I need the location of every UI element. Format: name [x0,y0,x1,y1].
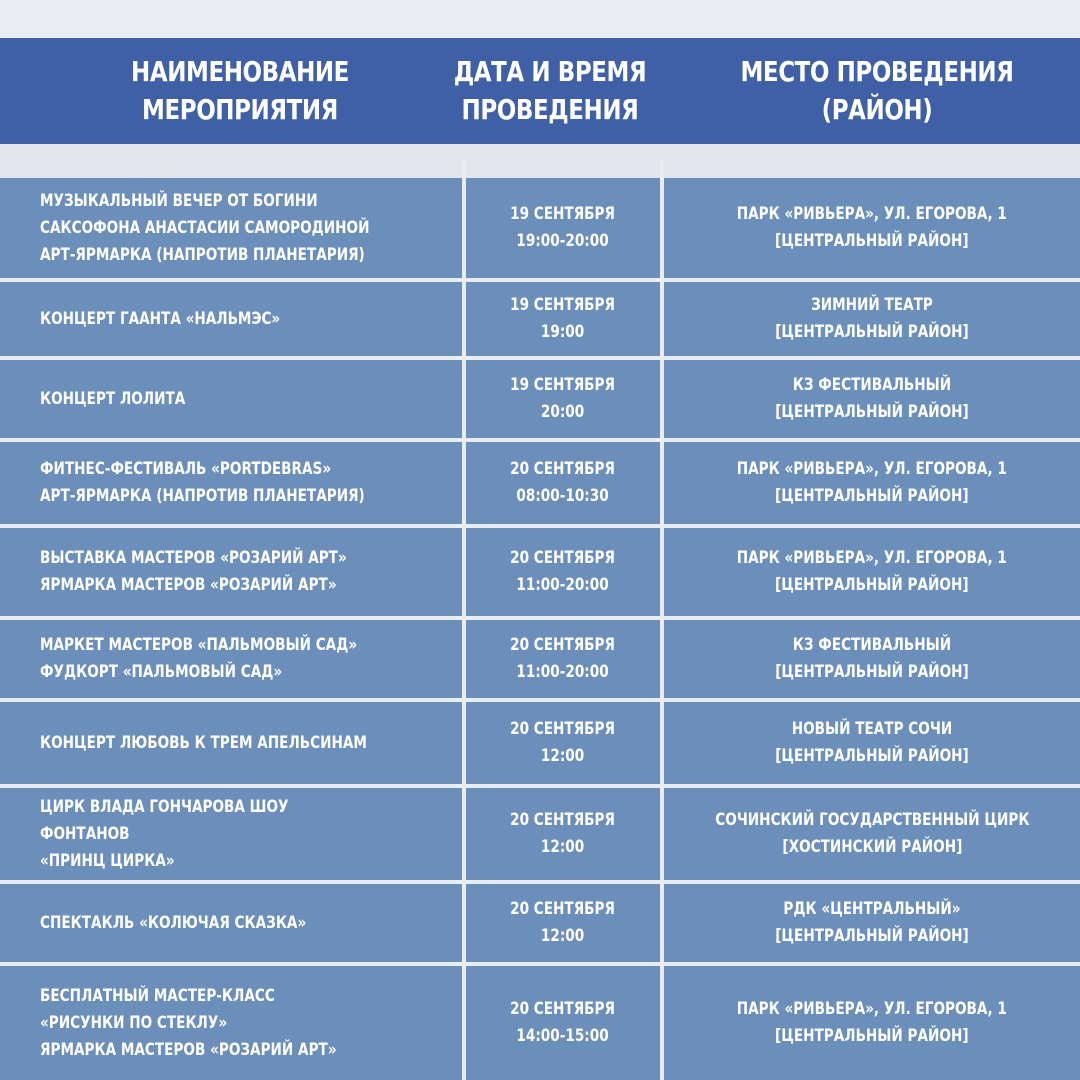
event-name: ВЫСТАВКА МАСТЕРОВ «РОЗАРИЙ АРТ» ЯРМАРКА МАСТЕРОВ «РОЗАРИЙ АРТ» [40,548,347,595]
header-event-name: НАИМЕНОВАНИЕ МЕРОПРИЯТИЯ [131,55,349,126]
event-name: БЕСПЛАТНЫЙ МАСТЕР-КЛАСС «РИСУНКИ ПО СТЕКЛУ» ЯРМАРКА МАСТЕРОВ «РОЗАРИЙ АРТ» [40,985,337,1060]
table-row [0,884,1080,962]
event-venue: ПАРК «РИВЬЕРА», УЛ. ЕГОРОВА, 1 [ЦЕНТРАЛЬНЫЙ РАЙОН] [736,999,1008,1046]
date-time-cell [466,178,660,278]
event-date-time: 20 СЕНТЯБРЯ 12:00 [510,899,616,946]
event-name-cell [40,178,460,278]
table-row [0,528,1080,616]
date-time-cell [466,282,660,356]
event-name: ФИТНЕС-ФЕСТИВАЛЬ «PORTDEBRAS» АРТ-ЯРМАРКА (НАПРОТИВ ПЛАНЕТАРИЯ) [40,459,365,506]
event-name-cell [40,884,460,962]
table-row [0,966,1080,1080]
header-venue: МЕСТО ПРОВЕДЕНИЯ (РАЙОН) [740,55,1014,126]
header-date-time: ДАТА И ВРЕМЯ ПРОВЕДЕНИЯ [453,55,647,126]
venue-cell [664,884,1080,962]
event-date-time: 20 СЕНТЯБРЯ 11:00-20:00 [510,635,616,682]
event-date-time: 19 СЕНТЯБРЯ 19:00-20:00 [510,204,616,251]
table-row [0,620,1080,698]
header-separator [0,144,1080,178]
event-date-time: 20 СЕНТЯБРЯ 12:00 [510,810,616,857]
event-date-time: 19 СЕНТЯБРЯ 19:00 [510,295,616,342]
event-name-cell [40,528,460,616]
event-date-time: 20 СЕНТЯБРЯ 14:00-15:00 [510,999,616,1046]
event-venue: РДК «ЦЕНТРАЛЬНЫЙ» [ЦЕНТРАЛЬНЫЙ РАЙОН] [775,899,969,946]
date-time-cell [466,884,660,962]
event-name-cell [40,360,460,438]
table-row [0,442,1080,524]
date-time-cell [466,702,660,784]
event-venue: НОВЫЙ ТЕАТР СОЧИ [ЦЕНТРАЛЬНЫЙ РАЙОН] [775,719,969,766]
event-name: КОНЦЕРТ ЛЮБОВЬ К ТРЕМ АПЕЛЬСИНАМ [40,732,367,753]
event-name: КОНЦЕРТ ГААНТА «НАЛЬМЭС» [40,308,281,329]
date-time-cell [466,360,660,438]
event-venue: КЗ ФЕСТИВАЛЬНЫЙ [ЦЕНТРАЛЬНЫЙ РАЙОН] [775,635,969,682]
event-venue: ПАРК «РИВЬЕРА», УЛ. ЕГОРОВА, 1 [ЦЕНТРАЛЬНЫЙ РАЙОН] [736,204,1008,251]
column-divider [660,160,664,1080]
venue-cell [664,282,1080,356]
date-time-cell [466,966,660,1080]
event-name: КОНЦЕРТ ЛОЛИТА [40,388,186,409]
table-row [0,282,1080,356]
event-name-cell [40,788,460,880]
event-name-cell [40,620,460,698]
event-venue: СОЧИНСКИЙ ГОСУДАРСТВЕННЫЙ ЦИРК [ХОСТИНСКИЙ РАЙОН] [714,810,1030,857]
table-row [0,702,1080,784]
event-venue: ПАРК «РИВЬЕРА», УЛ. ЕГОРОВА, 1 [ЦЕНТРАЛЬНЫЙ РАЙОН] [736,548,1008,595]
venue-cell [664,620,1080,698]
date-time-cell [466,788,660,880]
table-row [0,788,1080,880]
event-name: МАРКЕТ МАСТЕРОВ «ПАЛЬМОВЫЙ САД» ФУДКОРТ «ПАЛЬМОВЫЙ САД» [40,635,358,682]
date-time-cell [466,442,660,524]
venue-cell [664,442,1080,524]
venue-cell [664,966,1080,1080]
event-venue: КЗ ФЕСТИВАЛЬНЫЙ [ЦЕНТРАЛЬНЫЙ РАЙОН] [775,375,969,422]
event-name-cell [40,282,460,356]
event-name-cell [40,442,460,524]
event-date-time: 20 СЕНТЯБРЯ 11:00-20:00 [510,548,616,595]
venue-cell [664,178,1080,278]
event-venue: ПАРК «РИВЬЕРА», УЛ. ЕГОРОВА, 1 [ЦЕНТРАЛЬНЫЙ РАЙОН] [736,459,1008,506]
venue-cell [664,528,1080,616]
event-date-time: 19 СЕНТЯБРЯ 20:00 [510,375,616,422]
column-divider [462,160,466,1080]
venue-cell [664,788,1080,880]
table-row [0,360,1080,438]
event-name-cell [40,702,460,784]
event-name: ЦИРК ВЛАДА ГОНЧАРОВА ШОУ ФОНТАНОВ «ПРИНЦ ЦИРКА» [40,796,289,871]
table-row [0,178,1080,278]
event-date-time: 20 СЕНТЯБРЯ 12:00 [510,719,616,766]
venue-cell [664,360,1080,438]
event-name: СПЕКТАКЛЬ «КОЛЮЧАЯ СКАЗКА» [40,912,307,933]
date-time-cell [466,528,660,616]
event-date-time: 20 СЕНТЯБРЯ 08:00-10:30 [510,459,616,506]
event-name-cell [40,966,460,1080]
table-header [0,38,1080,144]
venue-cell [664,702,1080,784]
date-time-cell [466,620,660,698]
event-name: МУЗЫКАЛЬНЫЙ ВЕЧЕР ОТ БОГИНИ САКСОФОНА АНАСТАСИИ САМОРОДИНОЙ АРТ-ЯРМАРКА (НАПРОТИВ ПЛАНЕТАРИЯ) [40,190,370,265]
event-venue: ЗИМНИЙ ТЕАТР [ЦЕНТРАЛЬНЫЙ РАЙОН] [775,295,969,342]
